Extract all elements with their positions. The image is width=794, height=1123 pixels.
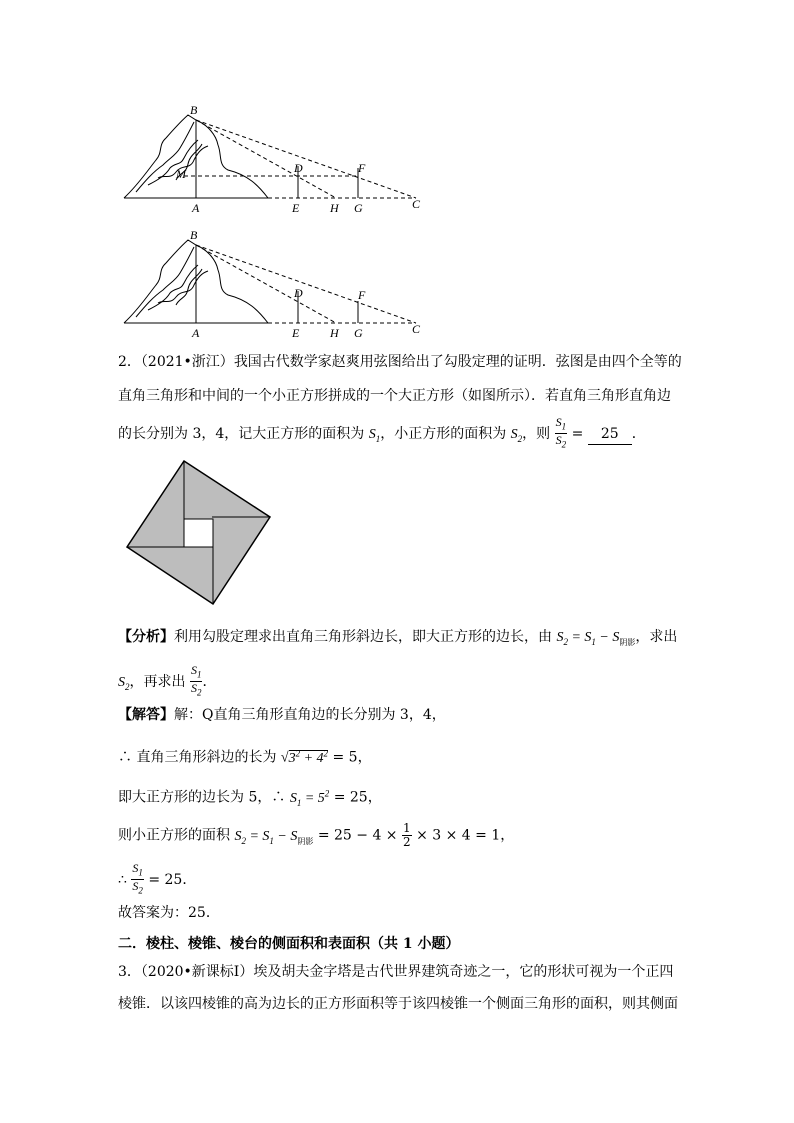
problem3-text-1: 埃及胡夫金字塔是古代世界建筑奇迹之一，它的形状可视为一个正四 [253, 964, 674, 980]
point-label: F [358, 288, 366, 302]
solution-text-4a: 则小正方形的面积 [118, 827, 230, 844]
problem3-source: （2020•新课标Ⅰ） [140, 964, 254, 980]
point-label: C [412, 197, 421, 211]
problem2-text-3c: ，则 [522, 425, 551, 442]
point-label: F [358, 161, 366, 175]
math-sqrt: $√3^2 + 4^2$ [280, 748, 329, 766]
problem2-text-3a: 的长分别为 3，4，记大正方形的面积为 [118, 425, 365, 442]
mountain-figure-2 [118, 225, 438, 340]
solution-text-3a: 即大正方形的边长为 5，∴ [118, 789, 286, 806]
problem3-line2: 棱锥．以该四棱锥的高为边长的正方形面积等于该四棱锥一个侧面三角形的面积，则其侧面 [118, 996, 678, 1012]
point-label: A [192, 201, 200, 215]
solution-text-2b: = 5， [332, 749, 372, 766]
problem3-number: 3． [118, 964, 141, 980]
point-label: E [292, 326, 300, 340]
analysis-text-a: 利用勾股定理求出直角三角形斜边长，即大正方形的边长，由 [174, 629, 552, 645]
answer-blank: 25 [588, 424, 632, 445]
fraction-s1-s2: $\frac{S_1}{S_2}$ [190, 663, 202, 698]
solution-line5 [118, 862, 196, 898]
solution-text-3b: = 25， [333, 789, 382, 806]
fraction-s1-s2: $\frac{S_1}{S_2}$ [132, 861, 143, 896]
solution-text-5b: = 25． [148, 871, 197, 888]
point-label: B [190, 228, 198, 242]
solution-text-4c: × 3 × 4 = 1， [416, 827, 515, 844]
problem3-line1 [118, 962, 673, 982]
point-label: D [294, 286, 303, 300]
point-label: H [330, 326, 339, 340]
solution-final: 故答案为：25． [118, 905, 220, 921]
analysis-end: ． [202, 673, 217, 690]
solution-text-2a: ∴ 直角三角形斜边的长为 [118, 749, 277, 766]
mountain-figure-1 [118, 100, 438, 215]
problem2-source: （2021•浙江） [140, 354, 234, 370]
math-s2: $S_2$ [118, 674, 130, 692]
point-label: E [292, 201, 300, 215]
solution-line4 [118, 822, 514, 851]
section-title: 二．棱柱、棱锥、棱台的侧面积和表面积（共 1 小题） [118, 936, 460, 952]
problem2-line1 [118, 352, 682, 372]
problem2-end: ． [631, 425, 646, 442]
solution-line1 [118, 705, 446, 725]
point-label: M [176, 167, 186, 181]
analysis-text-c: ，再求出 [129, 673, 186, 690]
point-label: A [192, 326, 200, 340]
solution-line2 [118, 743, 372, 769]
solution-line3 [118, 783, 382, 812]
solution-tag: 【解答】 [118, 707, 174, 723]
problem2-text-1: 我国古代数学家赵爽用弦图给出了勾股定理的证明．弦图是由四个全等的 [233, 354, 682, 370]
point-label: G [354, 201, 363, 215]
math-s1-eq: $S_1 = 5^2$ [289, 788, 330, 808]
point-label: C [412, 322, 421, 336]
point-label: G [354, 326, 363, 340]
point-label: H [330, 201, 339, 215]
math-s2: $S_2$ [510, 426, 523, 444]
fraction-half: $\frac{1}{2}$ [402, 821, 411, 849]
string-diagram [122, 456, 274, 608]
solution-text-1: 解：Q直角三角形直角边的长分别为 3，4， [174, 707, 446, 723]
analysis-text-b: ，求出 [635, 629, 678, 645]
math-s1: $S_1$ [368, 426, 381, 444]
problem2-line3: 的长分别为 3，4，记大正方形的面积为 $S_1$，小正方形的面积为 $S_2$，则 $\frac{S_1}{S_2}$ = 25 ． [118, 415, 646, 450]
fraction-s1-s2: $\frac{S_1}{S_2}$ [555, 415, 567, 450]
problem2-number: 2． [118, 354, 141, 370]
analysis-line1 [118, 627, 677, 653]
math-formula-s2: $S_2 = S_1 - S_{阴影}$ [556, 630, 636, 647]
analysis-tag: 【分析】 [118, 629, 174, 645]
solution-text-4b: = 25 − 4 × [317, 827, 398, 844]
problem2-line2: 直角三角形和中间的一个小正方形拼成的一个大正方形（如图所示）．若直角三角形直角边 [118, 388, 671, 404]
math-s2-eq: $S_2 = S_1 - S_{阴影}$ [234, 828, 314, 846]
problem2-text-3b: ，小正方形的面积为 [380, 425, 507, 442]
solution-text-5a: ∴ [118, 871, 127, 888]
point-label: D [294, 161, 303, 175]
point-label: B [190, 103, 198, 117]
analysis-line2 [118, 664, 216, 700]
